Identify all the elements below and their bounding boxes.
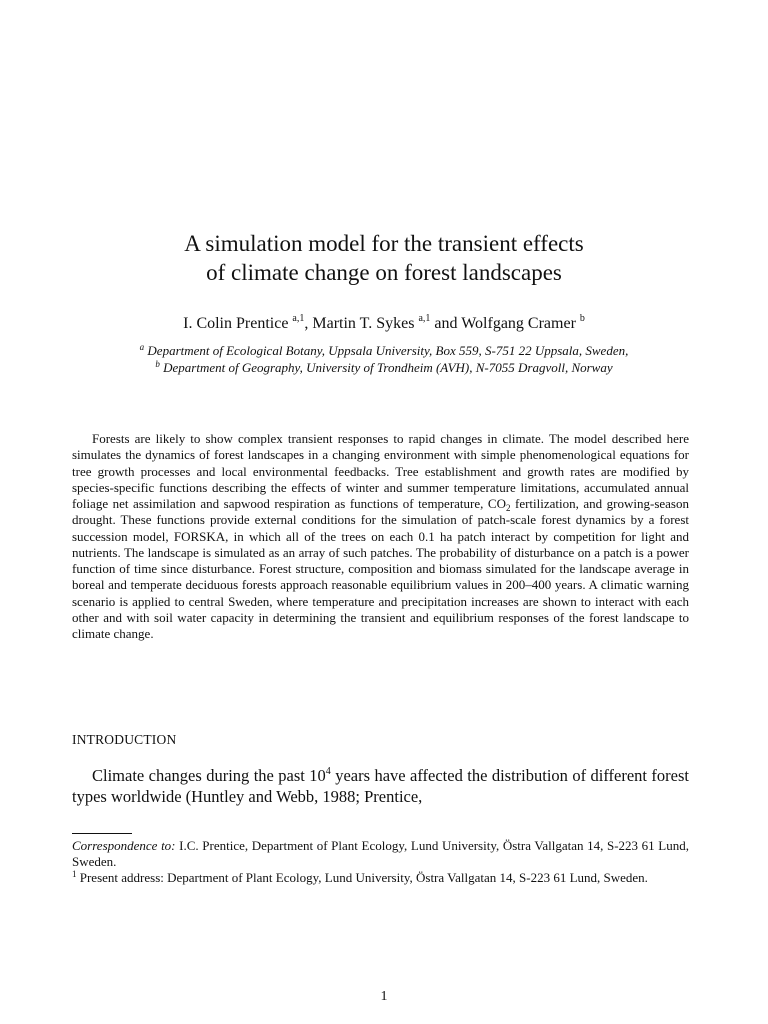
affiliation-line <box>0 342 768 359</box>
correspondence-text: I.C. Prentice, Department of Plant Ecology, Lund University, Östra Vallgatan 14, S-223 61 Lund, Sweden. <box>72 838 689 869</box>
affiliations <box>0 342 768 376</box>
author-affiliation-mark: a,1 <box>292 313 305 324</box>
author-name: Martin T. Sykes <box>312 315 415 332</box>
paper-title <box>0 229 768 287</box>
abstract-text-part-2: fertilization, and growing-season drought. These functions provide external conditions for the simulation of patch-scale forest dynamics by a forest succession model, FORSKA, in which all of the trees on each 0.1 ha patch interact by competition for light and nutrients. The landscape is simulated as an array of such patches. The probability of disturbance on a patch is a power function of time since disturbance. Forest structure, composition and biomass simulated for the landscape average in boreal and temperate deciduous forests approach reasonable equilibrium values in 200–400 years. A climatic warning scenario is applied to central Sweden, where temperature and precipitation increases are shown to interact with each other and with soil water capacity in determining the transient and equilibrium responses of the forest landscape to climate change. <box>72 496 689 641</box>
introduction-heading: INTRODUCTION <box>72 732 177 747</box>
introduction-body <box>72 765 689 807</box>
correspondence-footnote <box>72 838 689 870</box>
title-line-2: of climate change on forest landscapes <box>206 260 562 285</box>
author-name: Wolfgang Cramer <box>461 315 576 332</box>
intro-text-before: Climate changes during the past 10 <box>92 766 326 785</box>
address-text: Present address: Department of Plant Ecology, Lund University, Östra Vallgatan 14, S-223 61 Lund, Sweden. <box>76 870 648 885</box>
co2-subscript: 2 <box>505 503 511 513</box>
correspondence-label: Correspondence to: <box>72 838 176 853</box>
affiliation-text: Department of Ecological Botany, Uppsala University, Box 559, S-751 22 Uppsala, Sweden, <box>147 343 629 358</box>
abstract <box>72 431 689 642</box>
address-footnote <box>72 870 689 886</box>
introduction-paragraph <box>72 765 689 807</box>
exponent-superscript: 4 <box>325 766 331 777</box>
author-separator: and <box>430 315 462 332</box>
intro-text-after: years have affected the distribution of different forest types worldwide (Huntley and Webb, 1988; Prentice, <box>72 766 689 806</box>
abstract-paragraph <box>72 431 689 642</box>
author-affiliation-mark: b <box>579 313 585 324</box>
page-number: 1 <box>380 989 388 1004</box>
author-name: I. Colin Prentice <box>183 315 289 332</box>
affiliation-text: Department of Geography, University of Trondheim (AVH), N-7055 Dragvoll, Norway <box>163 360 613 375</box>
title-line-1: A simulation model for the transient effects <box>184 231 584 256</box>
author-affiliation-mark: a,1 <box>418 313 431 324</box>
abstract-text-part-1: Forests are likely to show complex transient responses to rapid changes in climate. The model described here simulates the dynamics of forest landscapes in a changing environment with simple phenomenological equations for tree growth processes and local environmental feedbacks. Tree establishment and growth rates are modified by species-specific functions describing the effects of winter and summer temperature limitations, accumulated annual foliage net assimilation and sapwood respiration as functions of temperature, CO <box>72 431 689 511</box>
footnotes <box>72 838 689 886</box>
affiliation-mark: b <box>155 359 160 369</box>
author-separator: , <box>304 315 313 332</box>
footnote-divider <box>72 833 132 834</box>
affiliation-line <box>0 359 768 376</box>
author-list <box>0 314 768 334</box>
affiliation-mark: a <box>139 342 145 352</box>
footnote-mark: 1 <box>72 869 77 879</box>
